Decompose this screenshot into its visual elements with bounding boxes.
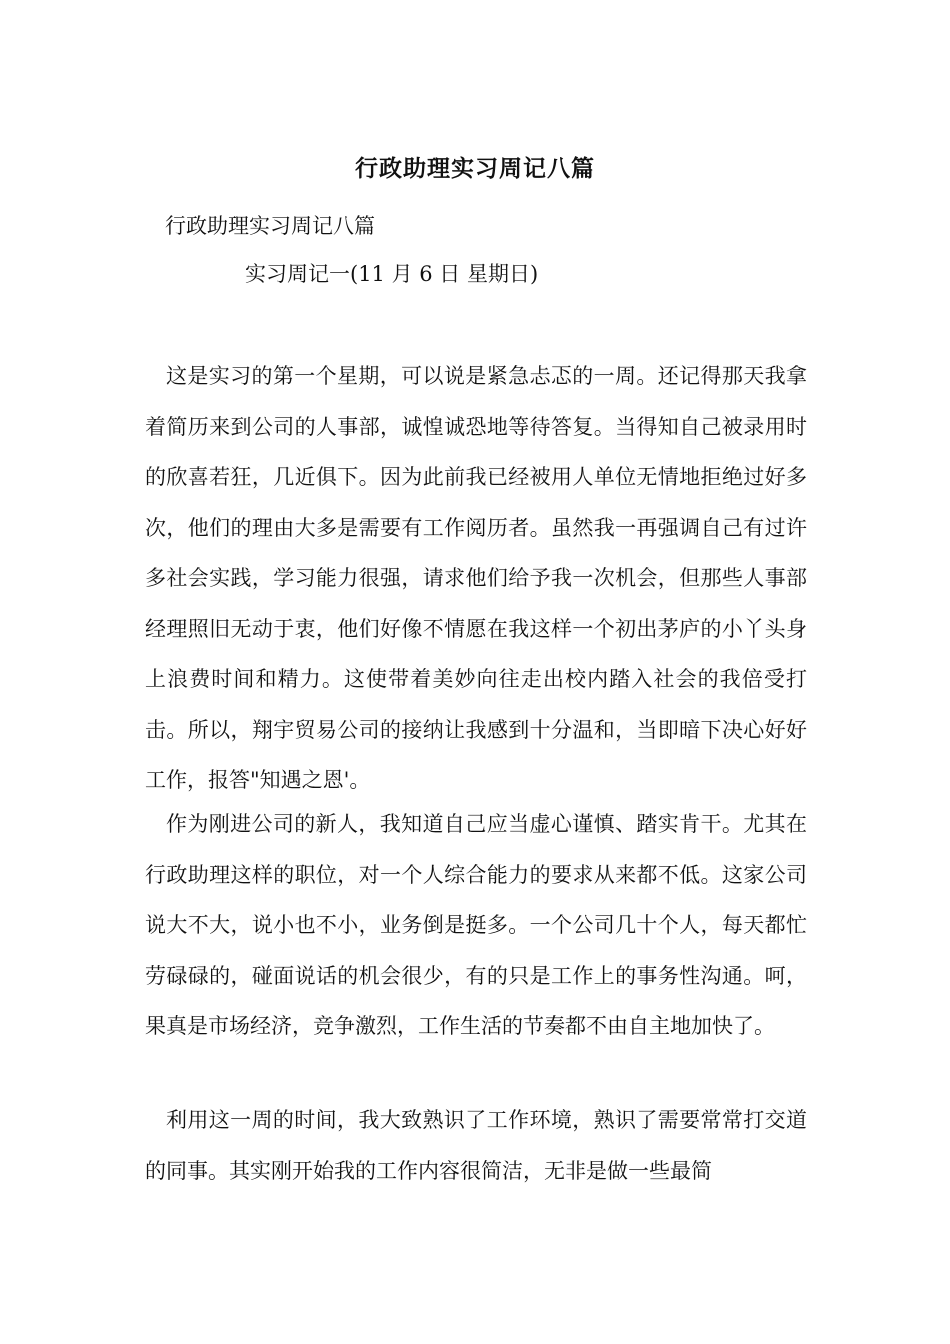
document-title: 行政助理实习周记八篇 xyxy=(355,155,595,182)
body-paragraph-1: 这是实习的第一个星期，可以说是紧急忐忑的一周。还记得那天我拿着简历来到公司的人事部，诚惶诚恐地等待答复。当得知自己被录用时的欣喜若狂，几近俱下。因为此前我已经被用人单位无情地拒绝过好多次，他们的理由大多是需要有工作阅历者。虽然我一再强调自己有过许多社会实践，学习能力很强，请求他们给予我一次机会，但那些人事部经理照旧无动于衷，他们好像不情愿在我这样一个初出茅庐的小丫头身上浪费时间和精力。这使带着美妙向往走出校内踏入社会的我倍受打击。所以，翔宇贸易公司的接纳让我感到十分温和，当即暗下决心好好工作，报答"知遇之恩'。 xyxy=(145,364,807,792)
body-paragraph-3: 利用这一周的时间，我大致熟识了工作环境，熟识了需要常常打交道的同事。其实刚开始我的工作内容很简洁，无非是做一些最简 xyxy=(145,1108,807,1183)
document-subtitle: 行政助理实习周记八篇 xyxy=(165,214,375,238)
body-paragraph-2: 作为刚进公司的新人，我知道自己应当虚心谨慎、踏实肯干。尤其在行政助理这样的职位，对一个人综合能力的要求从来都不低。这家公司说大不大，说小也不小，业务倒是挺多。一个公司几十个人，每天都忙劳碌碌的，碰面说话的机会很少，有的只是工作上的事务性沟通。呵，果真是市场经济，竞争激烈，工作生活的节奏都不由自主地加快了。 xyxy=(145,812,807,1038)
week-heading: 实习周记一(11 月 6 日 星期日) xyxy=(245,262,539,286)
